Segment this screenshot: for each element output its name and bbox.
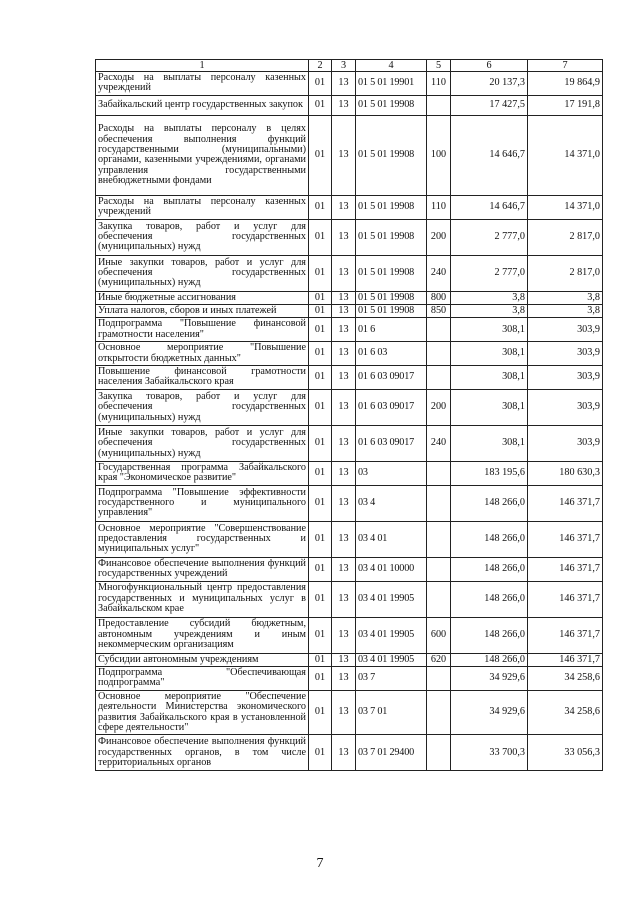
amount-col7: 3,8 [528,305,603,318]
table-row [96,425,603,461]
expense-type-code [427,735,451,771]
table-row [96,557,603,581]
column-header: 1 [96,60,309,72]
column-header: 5 [427,60,451,72]
row-name: Расходы на выплаты персоналу казенных учреждений [96,72,309,96]
table-row [96,389,603,425]
amount-col7: 33 056,3 [528,735,603,771]
expense-type-code: 240 [427,425,451,461]
amount-col7: 14 371,0 [528,195,603,219]
row-name: Иные бюджетные ассигнования [96,291,309,304]
amount-col6: 3,8 [451,291,528,304]
row-name: Финансовое обеспечение выполнения функций государственных органов, в том числе территориальных органов [96,735,309,771]
budget-table [95,59,603,771]
amount-col7: 146 371,7 [528,485,603,521]
section-code: 01 [309,291,332,304]
column-header: 6 [451,60,528,72]
expense-type-code [427,485,451,521]
amount-col6: 34 929,6 [451,690,528,735]
amount-col6: 308,1 [451,318,528,342]
amount-col7: 146 371,7 [528,557,603,581]
subsection-code: 13 [332,115,356,195]
amount-col7: 2 817,0 [528,255,603,291]
amount-col6: 308,1 [451,389,528,425]
amount-col6: 308,1 [451,342,528,366]
amount-col6: 2 777,0 [451,219,528,255]
table-row [96,342,603,366]
amount-col7: 146 371,7 [528,617,603,653]
table-row [96,690,603,735]
section-code: 01 [309,735,332,771]
amount-col6: 17 427,5 [451,95,528,115]
expense-type-code [427,342,451,366]
table-row [96,305,603,318]
amount-col7: 2 817,0 [528,219,603,255]
subsection-code: 13 [332,366,356,390]
section-code: 01 [309,389,332,425]
expense-type-code: 200 [427,219,451,255]
section-code: 01 [309,617,332,653]
target-article-code: 03 4 01 [356,521,427,557]
amount-col7: 17 191,8 [528,95,603,115]
subsection-code: 13 [332,617,356,653]
table-row [96,581,603,617]
expense-type-code: 800 [427,291,451,304]
section-code: 01 [309,342,332,366]
amount-col7: 180 630,3 [528,461,603,485]
expense-type-code [427,581,451,617]
row-name: Закупка товаров, работ и услуг для обеспечения государственных (муниципальных) нужд [96,389,309,425]
amount-col7: 146 371,7 [528,521,603,557]
page-number: 7 [316,856,324,871]
table-row [96,666,603,690]
subsection-code: 13 [332,735,356,771]
expense-type-code [427,366,451,390]
table-row [96,617,603,653]
amount-col6: 14 646,7 [451,115,528,195]
amount-col6: 33 700,3 [451,735,528,771]
expense-type-code [427,461,451,485]
table-row [96,461,603,485]
target-article-code: 03 7 01 29400 [356,735,427,771]
amount-col6: 148 266,0 [451,617,528,653]
amount-col7: 303,9 [528,342,603,366]
section-code: 01 [309,653,332,666]
expense-type-code: 110 [427,72,451,96]
row-name: Многофункциональный центр предоставления государственных и муниципальных услуг в Забайкальском крае [96,581,309,617]
amount-col7: 3,8 [528,291,603,304]
target-article-code: 01 6 03 09017 [356,366,427,390]
section-code: 01 [309,581,332,617]
section-code: 01 [309,366,332,390]
subsection-code: 13 [332,291,356,304]
row-name: Субсидии автономным учреждениям [96,653,309,666]
subsection-code: 13 [332,305,356,318]
amount-col6: 183 195,6 [451,461,528,485]
target-article-code: 03 4 [356,485,427,521]
column-header: 7 [528,60,603,72]
table-row [96,219,603,255]
row-name: Подпрограмма "Повышение финансовой грамотности населения" [96,318,309,342]
target-article-code: 01 5 01 19908 [356,95,427,115]
section-code: 01 [309,557,332,581]
subsection-code: 13 [332,690,356,735]
amount-col7: 303,9 [528,389,603,425]
row-name: Иные закупки товаров, работ и услуг для обеспечения государственных (муниципальных) нужд [96,425,309,461]
subsection-code: 13 [332,318,356,342]
subsection-code: 13 [332,95,356,115]
expense-type-code [427,521,451,557]
amount-col6: 148 266,0 [451,653,528,666]
section-code: 01 [309,666,332,690]
row-name: Основное мероприятие "Обеспечение деятельности Министерства экономического развития Забайкальского края в установленной сфере деятельности" [96,690,309,735]
amount-col7: 303,9 [528,318,603,342]
amount-col6: 20 137,3 [451,72,528,96]
subsection-code: 13 [332,666,356,690]
column-header: 3 [332,60,356,72]
section-code: 01 [309,305,332,318]
amount-col6: 308,1 [451,366,528,390]
amount-col7: 14 371,0 [528,115,603,195]
row-name: Забайкальский центр государственных закупок [96,95,309,115]
row-name: Расходы на выплаты персоналу казенных учреждений [96,195,309,219]
target-article-code: 01 6 [356,318,427,342]
expense-type-code [427,690,451,735]
amount-col6: 148 266,0 [451,557,528,581]
target-article-code: 01 5 01 19908 [356,219,427,255]
section-code: 01 [309,95,332,115]
expense-type-code: 620 [427,653,451,666]
amount-col7: 146 371,7 [528,653,603,666]
target-article-code: 01 6 03 [356,342,427,366]
amount-col6: 148 266,0 [451,581,528,617]
target-article-code: 03 7 [356,666,427,690]
amount-col7: 146 371,7 [528,581,603,617]
amount-col6: 148 266,0 [451,485,528,521]
target-article-code: 01 5 01 19908 [356,115,427,195]
amount-col6: 3,8 [451,305,528,318]
table-row [96,485,603,521]
subsection-code: 13 [332,461,356,485]
expense-type-code [427,666,451,690]
table-row [96,318,603,342]
table-row [96,255,603,291]
row-name: Расходы на выплаты персоналу в целях обеспечения выполнения функций государственными (муниципальными) органами, казенными учреждениями, органами управления государственными внебюджетными фондами [96,115,309,195]
subsection-code: 13 [332,72,356,96]
amount-col7: 303,9 [528,425,603,461]
section-code: 01 [309,425,332,461]
target-article-code: 01 6 03 09017 [356,425,427,461]
header-row [96,60,603,72]
section-code: 01 [309,521,332,557]
amount-col7: 34 258,6 [528,690,603,735]
amount-col6: 34 929,6 [451,666,528,690]
section-code: 01 [309,461,332,485]
expense-type-code: 200 [427,389,451,425]
subsection-code: 13 [332,255,356,291]
expense-type-code: 850 [427,305,451,318]
target-article-code: 03 [356,461,427,485]
subsection-code: 13 [332,425,356,461]
amount-col7: 303,9 [528,366,603,390]
row-name: Иные закупки товаров, работ и услуг для обеспечения государственных (муниципальных) нужд [96,255,309,291]
target-article-code: 03 4 01 19905 [356,581,427,617]
subsection-code: 13 [332,342,356,366]
target-article-code: 01 5 01 19908 [356,305,427,318]
amount-col6: 148 266,0 [451,521,528,557]
target-article-code: 01 5 01 19908 [356,255,427,291]
section-code: 01 [309,195,332,219]
target-article-code: 01 5 01 19901 [356,72,427,96]
subsection-code: 13 [332,557,356,581]
expense-type-code: 600 [427,617,451,653]
target-article-code: 01 5 01 19908 [356,195,427,219]
subsection-code: 13 [332,389,356,425]
table-row [96,366,603,390]
subsection-code: 13 [332,521,356,557]
row-name: Повышение финансовой грамотности населения Забайкальского края [96,366,309,390]
table-row [96,521,603,557]
amount-col6: 14 646,7 [451,195,528,219]
subsection-code: 13 [332,485,356,521]
row-name: Подпрограмма "Обеспечивающая подпрограмма" [96,666,309,690]
expense-type-code: 100 [427,115,451,195]
table-row [96,195,603,219]
row-name: Государственная программа Забайкальского края "Экономическое развитие" [96,461,309,485]
expense-type-code: 240 [427,255,451,291]
target-article-code: 03 4 01 10000 [356,557,427,581]
section-code: 01 [309,219,332,255]
amount-col6: 2 777,0 [451,255,528,291]
table-row [96,653,603,666]
expense-type-code [427,318,451,342]
row-name: Основное мероприятие "Повышение открытости бюджетных данных" [96,342,309,366]
row-name: Основное мероприятие "Совершенствование предоставления государственных и муниципальных услуг" [96,521,309,557]
table-row [96,72,603,96]
section-code: 01 [309,72,332,96]
subsection-code: 13 [332,653,356,666]
table-row [96,115,603,195]
row-name: Закупка товаров, работ и услуг для обеспечения государственных (муниципальных) нужд [96,219,309,255]
column-header: 2 [309,60,332,72]
column-header: 4 [356,60,427,72]
row-name: Подпрограмма "Повышение эффективности государственного и муниципального управления" [96,485,309,521]
expense-type-code [427,557,451,581]
target-article-code: 03 4 01 19905 [356,617,427,653]
target-article-code: 03 7 01 [356,690,427,735]
amount-col7: 34 258,6 [528,666,603,690]
section-code: 01 [309,690,332,735]
row-name: Уплата налогов, сборов и иных платежей [96,305,309,318]
expense-type-code: 110 [427,195,451,219]
subsection-code: 13 [332,195,356,219]
table-row [96,95,603,115]
target-article-code: 01 6 03 09017 [356,389,427,425]
target-article-code: 03 4 01 19905 [356,653,427,666]
section-code: 01 [309,485,332,521]
section-code: 01 [309,115,332,195]
subsection-code: 13 [332,219,356,255]
table-row [96,291,603,304]
amount-col7: 19 864,9 [528,72,603,96]
row-name: Предоставление субсидий бюджетным, автономным учреждениям и иным некоммерческим организациям [96,617,309,653]
subsection-code: 13 [332,581,356,617]
section-code: 01 [309,255,332,291]
expense-type-code [427,95,451,115]
amount-col6: 308,1 [451,425,528,461]
row-name: Финансовое обеспечение выполнения функций государственных учреждений [96,557,309,581]
section-code: 01 [309,318,332,342]
table-row [96,735,603,771]
target-article-code: 01 5 01 19908 [356,291,427,304]
